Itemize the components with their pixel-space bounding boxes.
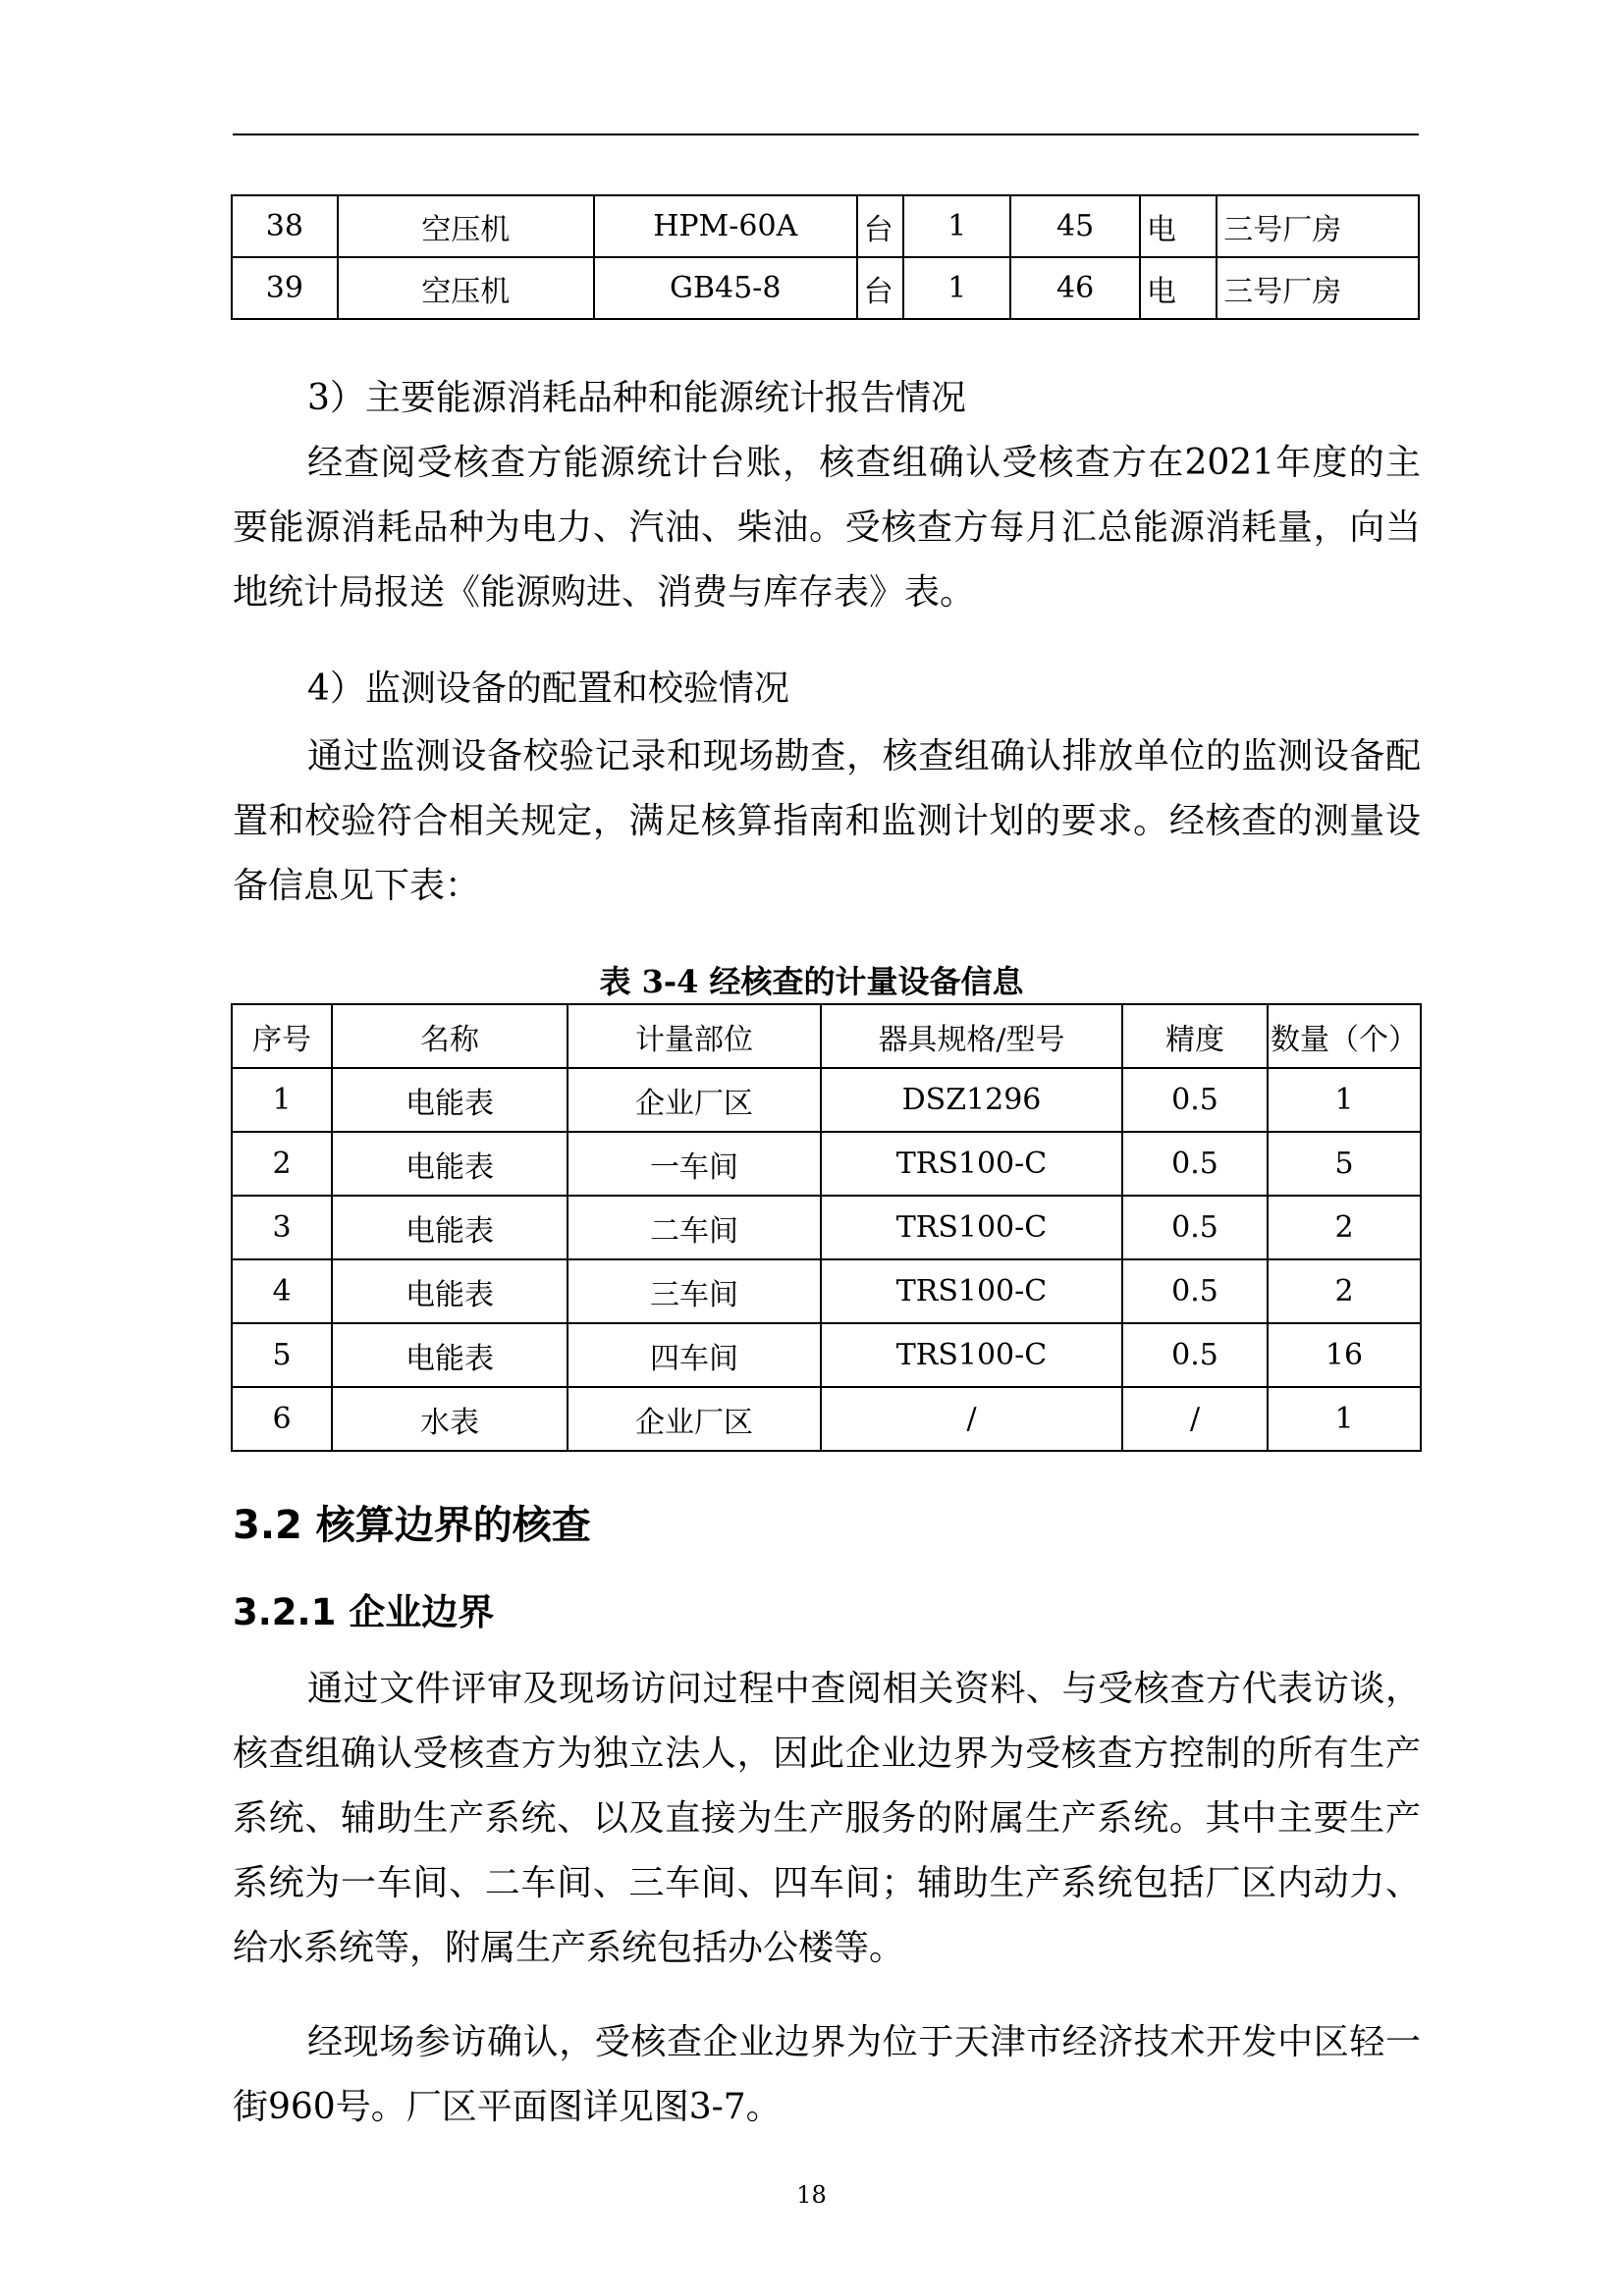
table-row <box>232 257 1419 319</box>
table-cell: 水表 <box>332 1387 568 1451</box>
table-cell: 46 <box>1010 257 1140 319</box>
table-row <box>232 1323 1421 1387</box>
table-row <box>232 1259 1421 1323</box>
table-cell: GB45-8 <box>594 257 857 319</box>
table-row <box>232 1196 1421 1259</box>
table-cell: 39 <box>232 257 338 319</box>
table-cell: 电能表 <box>332 1323 568 1387</box>
boundary-paragraph-2: 经现场参访确认，受核查企业边界为位于天津市经济技术开发中区轻一街960号。厂区平面图详见图3-7。 <box>233 2022 1421 2127</box>
section-heading-3-2-1: 3.2.1 企业边界 <box>233 1591 495 1633</box>
column-header: 计量部位 <box>568 1004 821 1068</box>
equipment-table <box>231 194 1420 320</box>
boundary-paragraph-1: 通过文件评审及现场访问过程中查阅相关资料、与受核查方代表访谈，核查组确认受核查方为独立法人，因此企业边界为受核查方控制的所有生产系统、辅助生产系统、以及直接为生产服务的附属生产系统。其中主要生产系统为一车间、二车间、三车间、四车间；辅助生产系统包括厂区内动力、给水系统等，附属生产系统包括办公楼等。 <box>233 1669 1421 1968</box>
table-cell: 电能表 <box>332 1259 568 1323</box>
table-cell: 5 <box>1268 1132 1421 1196</box>
table-cell: 6 <box>232 1387 332 1451</box>
table-cell: 1 <box>903 195 1010 257</box>
column-header: 序号 <box>232 1004 332 1068</box>
table-cell: 四车间 <box>568 1323 821 1387</box>
section-heading-3-2: 3.2 核算边界的核查 <box>233 1503 591 1548</box>
table-cell: 3 <box>232 1196 332 1259</box>
table-cell: TRS100-C <box>821 1259 1122 1323</box>
meter-table <box>231 1003 1422 1452</box>
table-cell: 电能表 <box>332 1132 568 1196</box>
section-4-paragraph: 通过监测设备校验记录和现场勘查，核查组确认排放单位的监测设备配置和校验符合相关规定，满足核算指南和监测计划的要求。经核查的测量设备信息见下表： <box>233 736 1421 906</box>
table-row <box>232 1068 1421 1132</box>
table-cell: 0.5 <box>1122 1196 1268 1259</box>
table-cell: 空压机 <box>338 195 594 257</box>
table-cell: TRS100-C <box>821 1196 1122 1259</box>
table-cell: / <box>1122 1387 1268 1451</box>
table-cell: DSZ1296 <box>821 1068 1122 1132</box>
table-cell: 1 <box>903 257 1010 319</box>
table-row <box>232 1387 1421 1451</box>
table-cell: 38 <box>232 195 338 257</box>
section-4-heading: 4）监测设备的配置和校验情况 <box>307 668 789 709</box>
table-cell: 45 <box>1010 195 1140 257</box>
table-cell: 三号厂房 <box>1217 257 1419 319</box>
table-cell: 电 <box>1140 257 1217 319</box>
column-header: 数量（个） <box>1268 1004 1421 1068</box>
table-cell: 2 <box>1268 1196 1421 1259</box>
table-cell: 电能表 <box>332 1196 568 1259</box>
table-cell: 电能表 <box>332 1068 568 1132</box>
table-cell: 5 <box>232 1323 332 1387</box>
section-3-paragraph: 经查阅受核查方能源统计台账，核查组确认受核查方在2021年度的主要能源消耗品种为电力、汽油、柴油。受核查方每月汇总能源消耗量，向当地统计局报送《能源购进、消费与库存表》表。 <box>233 443 1421 613</box>
table-cell: 空压机 <box>338 257 594 319</box>
table-row <box>232 1132 1421 1196</box>
table-cell: 1 <box>1268 1068 1421 1132</box>
column-header: 器具规格/型号 <box>821 1004 1122 1068</box>
table-cell: 4 <box>232 1259 332 1323</box>
table-cell: 三号厂房 <box>1217 195 1419 257</box>
table-cell: 台 <box>857 257 904 319</box>
table-cell: 二车间 <box>568 1196 821 1259</box>
table-cell: TRS100-C <box>821 1323 1122 1387</box>
table-cell: 台 <box>857 195 904 257</box>
page-number: 18 <box>796 2181 827 2209</box>
column-header: 名称 <box>332 1004 568 1068</box>
section-3-heading: 3）主要能源消耗品种和能源统计报告情况 <box>307 378 966 418</box>
table-cell: 1 <box>1268 1387 1421 1451</box>
table-cell: 1 <box>232 1068 332 1132</box>
table-caption: 表 3-4 经核查的计量设备信息 <box>599 963 1024 1000</box>
header-rule <box>233 133 1419 135</box>
table-cell: 0.5 <box>1122 1323 1268 1387</box>
table-cell: 0.5 <box>1122 1068 1268 1132</box>
table-row <box>232 195 1419 257</box>
table-cell: 一车间 <box>568 1132 821 1196</box>
table-cell: 三车间 <box>568 1259 821 1323</box>
table-cell: HPM-60A <box>594 195 857 257</box>
table-cell: / <box>821 1387 1122 1451</box>
table-cell: 电 <box>1140 195 1217 257</box>
table-cell: 企业厂区 <box>568 1387 821 1451</box>
table-cell: 2 <box>232 1132 332 1196</box>
table-cell: 0.5 <box>1122 1132 1268 1196</box>
table-header-row <box>232 1004 1421 1068</box>
table-cell: 16 <box>1268 1323 1421 1387</box>
table-cell: 2 <box>1268 1259 1421 1323</box>
table-cell: TRS100-C <box>821 1132 1122 1196</box>
table-cell: 企业厂区 <box>568 1068 821 1132</box>
table-cell: 0.5 <box>1122 1259 1268 1323</box>
column-header: 精度 <box>1122 1004 1268 1068</box>
